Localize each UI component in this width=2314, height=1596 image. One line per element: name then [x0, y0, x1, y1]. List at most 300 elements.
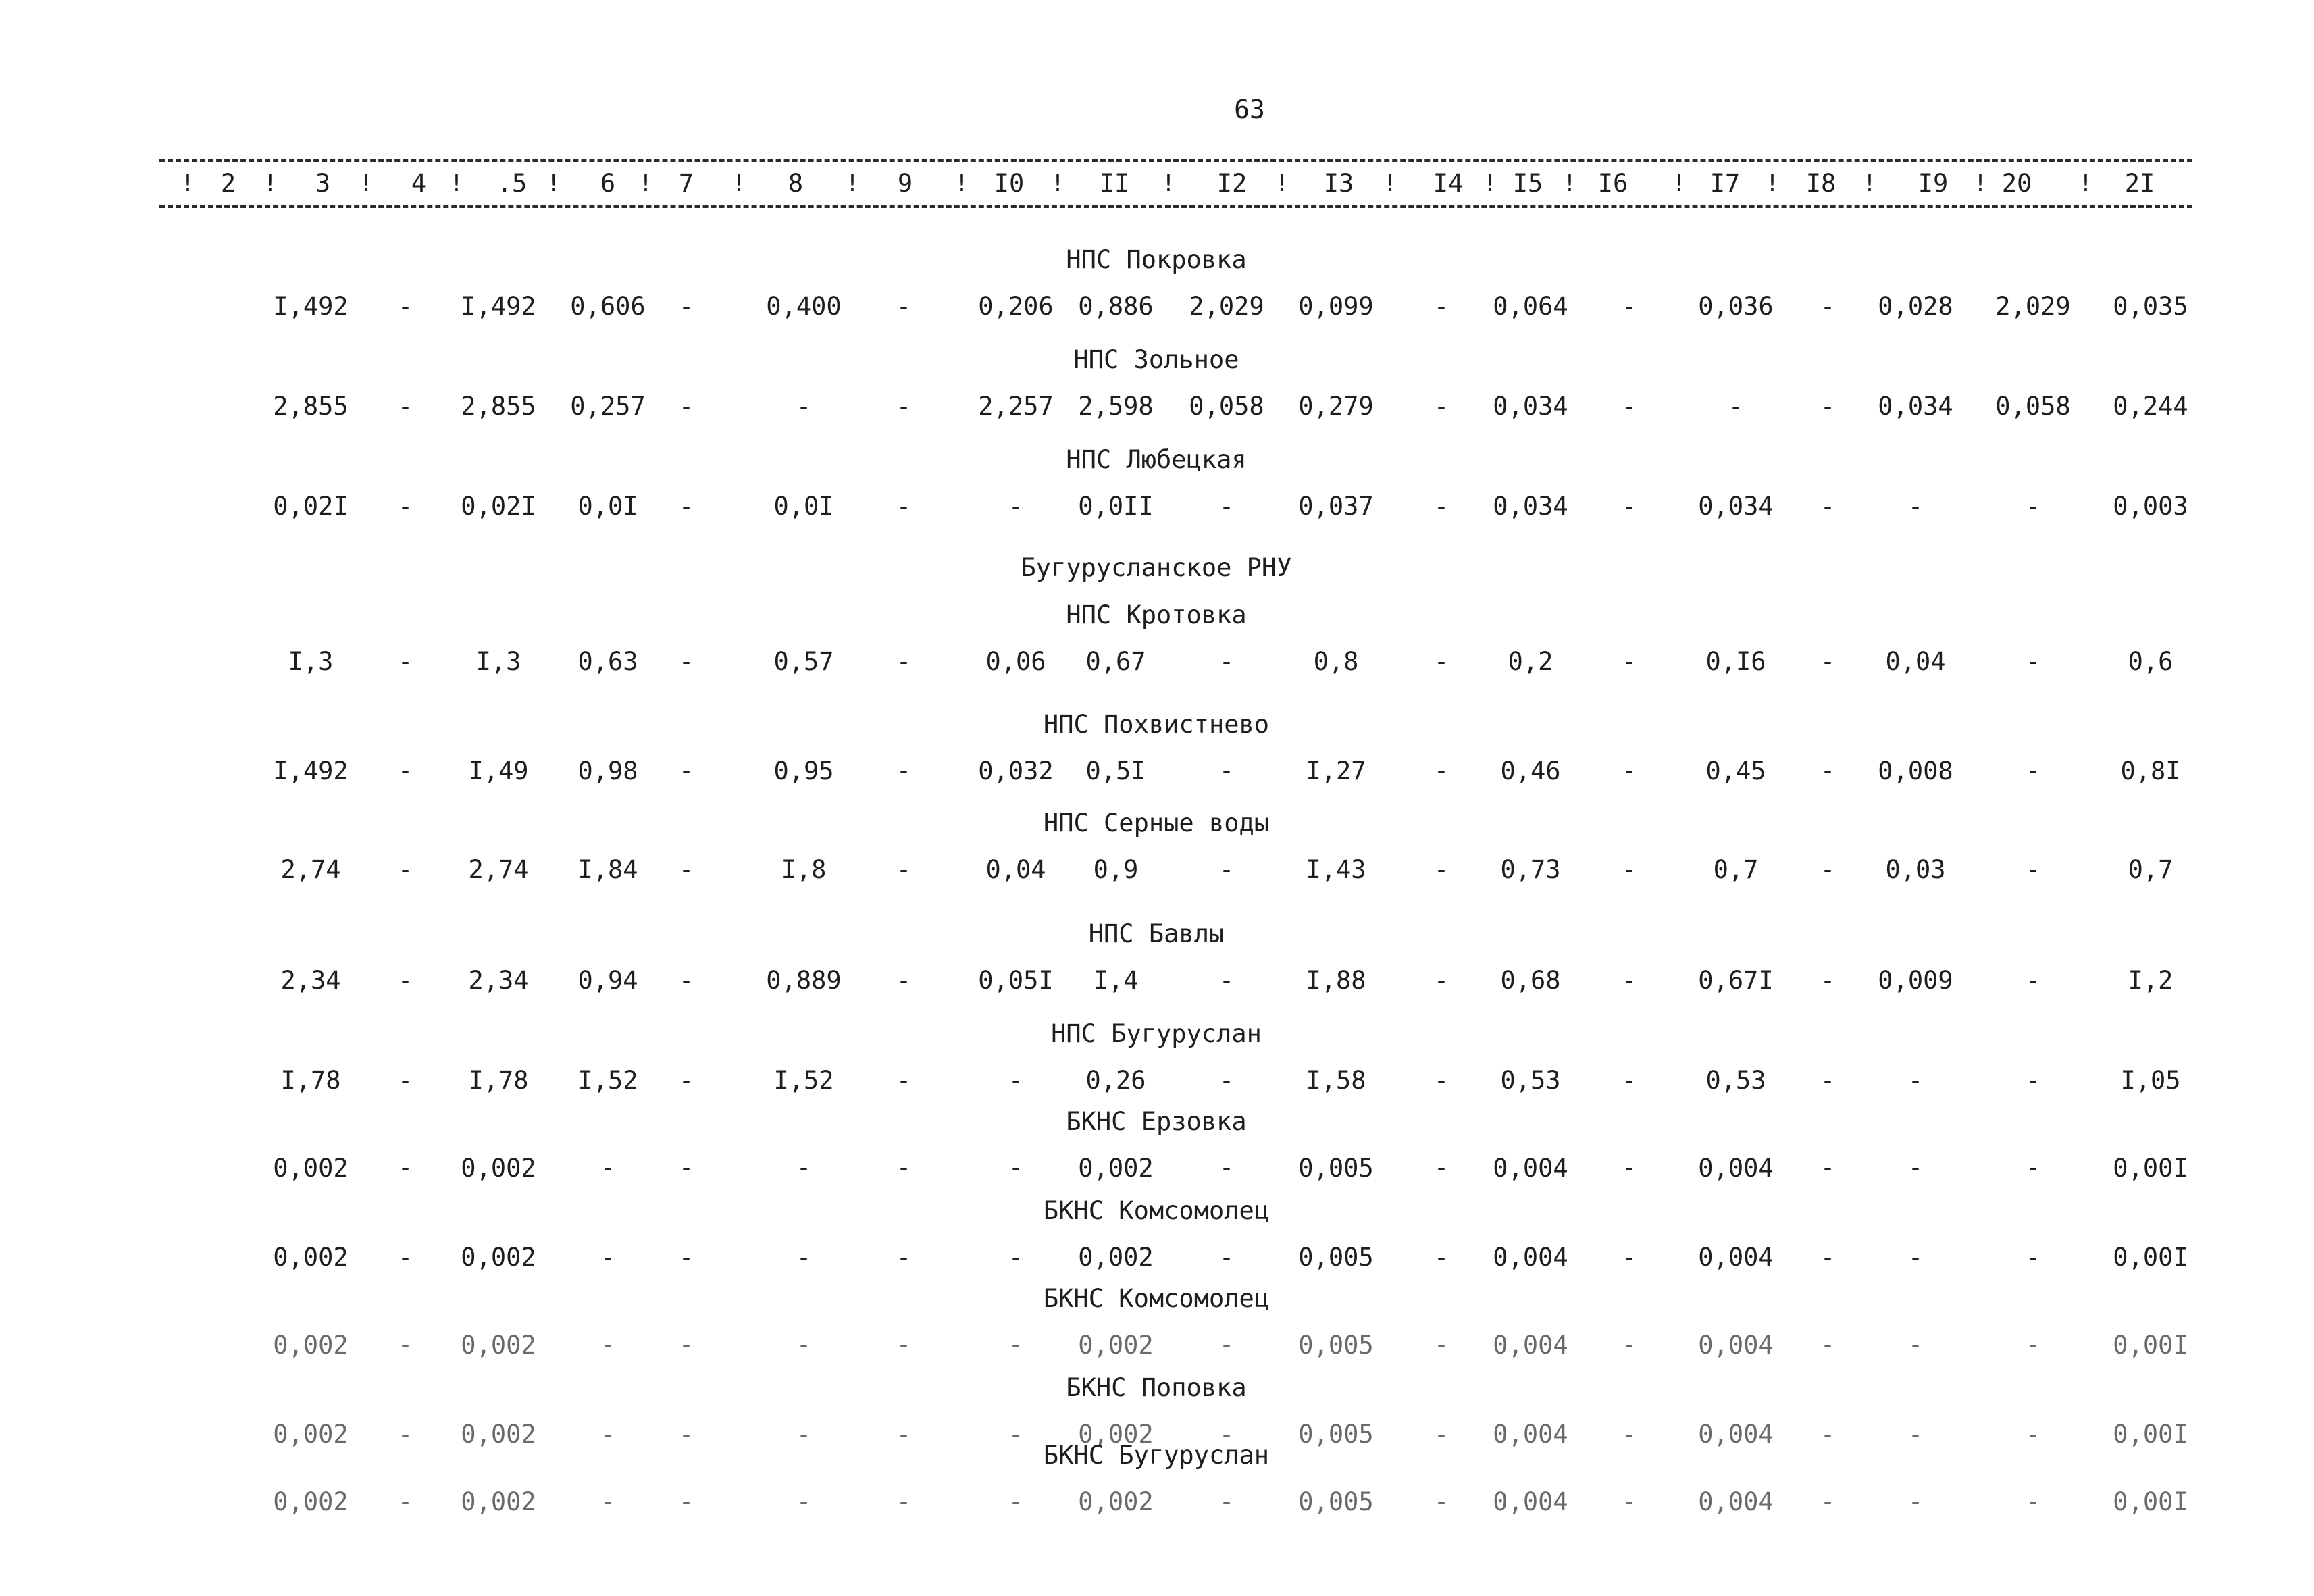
table-cell: - [1433, 1066, 1449, 1095]
table-cell: - [796, 1487, 812, 1516]
table-cell: - [1218, 492, 1235, 521]
station-title: НПС Покровка [1066, 245, 1247, 274]
table-cell: 0,009 [1878, 966, 1953, 995]
table-cell: I,27 [1306, 756, 1366, 786]
table-cell: 0,034 [1493, 492, 1568, 521]
table-cell: 0,886 [1078, 292, 1154, 321]
header-rule-top [159, 159, 2192, 162]
table-cell: - [1008, 1420, 1024, 1449]
table-cell: - [1621, 756, 1637, 786]
table-cell: - [1433, 756, 1449, 786]
table-row [0, 644, 2314, 679]
table-cell: 0,94 [577, 966, 638, 995]
table-row [0, 389, 2314, 424]
column-header-5: .5 [496, 169, 528, 198]
table-cell: - [397, 756, 413, 786]
table-cell: - [1008, 1154, 1024, 1183]
table-cell: - [1820, 756, 1836, 786]
table-row [0, 1063, 2314, 1098]
station-title: БКНС Ерзовка [1066, 1107, 1247, 1136]
table-cell: - [2025, 1487, 2041, 1516]
table-cell: 2,34 [280, 966, 341, 995]
table-cell: - [896, 756, 912, 786]
table-cell: - [1907, 1243, 1924, 1272]
station-title: БКНС Бугуруслан [1043, 1441, 1270, 1470]
column-separator: ! [1050, 170, 1065, 197]
table-cell: - [678, 647, 694, 676]
table-cell: 0,26 [1085, 1066, 1146, 1095]
station-section [0, 244, 2314, 326]
table-cell: - [1433, 1420, 1449, 1449]
table-cell: 2,029 [1995, 292, 2071, 321]
table-cell: 0,035 [2113, 292, 2188, 321]
column-separator: ! [731, 170, 746, 197]
table-cell: - [1008, 1487, 1024, 1516]
table-cell: 0,7 [2128, 855, 2174, 884]
table-cell: I,492 [273, 756, 349, 786]
table-cell: I,49 [468, 756, 529, 786]
table-cell: - [896, 1154, 912, 1183]
table-cell: - [1907, 1487, 1924, 1516]
column-header-11: II [1099, 169, 1130, 198]
table-cell: I,8 [781, 855, 827, 884]
table-row [0, 289, 2314, 324]
column-separator: ! [2078, 170, 2093, 197]
table-cell: - [600, 1154, 616, 1183]
table-cell: - [1433, 1331, 1449, 1360]
table-cell: 0,8 [1313, 647, 1359, 676]
column-header-15: I5 [1512, 169, 1543, 198]
table-cell: 0,02I [461, 492, 536, 521]
station-title: НПС Бугуруслан [1051, 1019, 1262, 1048]
table-cell: - [896, 855, 912, 884]
table-cell: I,05 [2120, 1066, 2181, 1095]
table-cell: 0,004 [1493, 1154, 1568, 1183]
table-cell: - [1621, 392, 1637, 421]
column-separator: ! [263, 170, 278, 197]
station-title: НПС Бавлы [1088, 919, 1225, 948]
table-cell: - [2025, 1154, 2041, 1183]
table-cell: I,84 [577, 855, 638, 884]
station-title: Бугурусланское РНУ [1021, 553, 1292, 582]
station-section [0, 808, 2314, 889]
table-cell: - [600, 1420, 616, 1449]
column-header-13: I3 [1323, 169, 1354, 198]
table-cell: 0,279 [1298, 392, 1374, 421]
table-cell: I,78 [468, 1066, 529, 1095]
table-cell: - [1820, 1331, 1836, 1360]
column-header-8: 8 [788, 169, 804, 198]
table-cell: 0,002 [461, 1487, 536, 1516]
column-header-12: I2 [1216, 169, 1248, 198]
station-section [0, 919, 2314, 1000]
column-header-6: 6 [600, 169, 616, 198]
table-cell: 0,0I [773, 492, 834, 521]
table-cell: - [1008, 1066, 1024, 1095]
table-cell: 0,004 [1493, 1487, 1568, 1516]
table-cell: 0,002 [1078, 1487, 1154, 1516]
table-cell: - [397, 292, 413, 321]
table-cell: 0,099 [1298, 292, 1374, 321]
table-cell: - [1820, 492, 1836, 521]
table-cell: 0,036 [1698, 292, 1774, 321]
table-cell: I,4 [1093, 966, 1139, 995]
table-cell: 0,002 [461, 1420, 536, 1449]
table-cell: - [1820, 1066, 1836, 1095]
table-row [0, 963, 2314, 998]
table-cell: - [896, 1331, 912, 1360]
table-cell: 0,004 [1698, 1154, 1774, 1183]
table-cell: 0,95 [773, 756, 834, 786]
table-cell: - [1433, 292, 1449, 321]
table-cell: 0,002 [273, 1243, 349, 1272]
table-cell: - [1008, 492, 1024, 521]
table-cell: I,43 [1306, 855, 1366, 884]
table-cell: 2,855 [461, 392, 536, 421]
table-cell: - [1820, 1487, 1836, 1516]
table-cell: 2,34 [468, 966, 529, 995]
column-separator: ! [1862, 170, 1877, 197]
table-cell: 0,244 [2113, 392, 2188, 421]
table-cell: 0,034 [1493, 392, 1568, 421]
table-cell: 0,002 [461, 1243, 536, 1272]
column-header-14: I4 [1433, 169, 1464, 198]
table-cell: 2,74 [280, 855, 341, 884]
table-cell: - [2025, 647, 2041, 676]
table-cell: - [1907, 1420, 1924, 1449]
table-cell: - [1433, 492, 1449, 521]
table-cell: - [896, 1487, 912, 1516]
table-cell: 0,002 [273, 1420, 349, 1449]
column-header-3: 3 [315, 169, 331, 198]
table-cell: - [896, 292, 912, 321]
table-cell: I,3 [288, 647, 334, 676]
table-cell: 0,00I [2113, 1331, 2188, 1360]
column-separator: ! [845, 170, 860, 197]
table-cell: - [1820, 1243, 1836, 1272]
table-cell: - [896, 492, 912, 521]
station-section [0, 1106, 2314, 1187]
table-cell: 0,00I [2113, 1154, 2188, 1183]
table-cell: - [1218, 1420, 1235, 1449]
table-cell: 0,8I [2120, 756, 2181, 786]
column-separator: ! [546, 170, 561, 197]
table-cell: 0,002 [273, 1154, 349, 1183]
column-header-9: 9 [897, 169, 913, 198]
table-cell: 0,005 [1298, 1154, 1374, 1183]
column-separator: ! [1161, 170, 1176, 197]
table-cell: - [678, 492, 694, 521]
table-cell: 0,002 [461, 1154, 536, 1183]
table-cell: 0,45 [1705, 756, 1766, 786]
table-cell: 0,005 [1298, 1243, 1374, 1272]
table-cell: 0,0I [577, 492, 638, 521]
table-cell: - [2025, 966, 2041, 995]
table-cell: - [1621, 1243, 1637, 1272]
table-cell: 0,9 [1093, 855, 1139, 884]
table-cell: - [397, 647, 413, 676]
table-cell: 0,032 [978, 756, 1054, 786]
table-cell: - [1621, 492, 1637, 521]
station-title: БКНС Комсомолец [1043, 1196, 1270, 1225]
column-header-17: I7 [1709, 169, 1741, 198]
table-cell: - [796, 1243, 812, 1272]
table-cell: - [678, 966, 694, 995]
table-cell: I,58 [1306, 1066, 1366, 1095]
table-cell: 0,002 [1078, 1420, 1154, 1449]
page-number: 63 [1234, 95, 1265, 124]
table-row [0, 1485, 2314, 1520]
table-cell: 0,02I [273, 492, 349, 521]
table-cell: - [678, 1066, 694, 1095]
table-cell: 0,005 [1298, 1487, 1374, 1516]
table-cell: - [1433, 1243, 1449, 1272]
table-cell: 0,008 [1878, 756, 1953, 786]
table-cell: 0,002 [461, 1331, 536, 1360]
table-cell: - [1433, 1487, 1449, 1516]
table-cell: 0,889 [766, 966, 842, 995]
table-cell: - [1218, 1066, 1235, 1095]
table-cell: 0,5I [1085, 756, 1146, 786]
table-cell: - [2025, 492, 2041, 521]
table-cell: - [1907, 1331, 1924, 1360]
table-cell: 0,53 [1500, 1066, 1561, 1095]
table-cell: 0,004 [1493, 1331, 1568, 1360]
table-cell: - [1621, 855, 1637, 884]
table-cell: - [1621, 647, 1637, 676]
table-cell: 0,04 [985, 855, 1046, 884]
table-cell: - [397, 392, 413, 421]
table-cell: 0,058 [1189, 392, 1264, 421]
table-cell: - [2025, 855, 2041, 884]
station-section [0, 1195, 2314, 1277]
table-cell: I,492 [273, 292, 349, 321]
table-cell: - [397, 966, 413, 995]
table-cell: - [678, 855, 694, 884]
column-separator: ! [359, 170, 374, 197]
table-cell: - [1728, 392, 1744, 421]
table-cell: - [896, 392, 912, 421]
table-cell: - [397, 855, 413, 884]
table-cell: - [896, 1066, 912, 1095]
table-cell: - [1907, 492, 1924, 521]
table-cell: - [1621, 292, 1637, 321]
table-cell: - [896, 647, 912, 676]
table-cell: 0,67 [1085, 647, 1146, 676]
table-cell: - [678, 756, 694, 786]
table-cell: 0,05I [978, 966, 1054, 995]
table-cell: I,78 [280, 1066, 341, 1095]
table-cell: - [1907, 1066, 1924, 1095]
table-cell: 0,034 [1698, 492, 1774, 521]
table-cell: 0,002 [273, 1487, 349, 1516]
table-row [0, 1240, 2314, 1275]
table-cell: - [2025, 756, 2041, 786]
table-cell: 0,004 [1698, 1331, 1774, 1360]
table-cell: I,492 [461, 292, 536, 321]
table-cell: - [1820, 292, 1836, 321]
station-title: НПС Кротовка [1066, 600, 1247, 629]
table-cell: - [1621, 1487, 1637, 1516]
table-cell: - [678, 1243, 694, 1272]
table-cell: - [678, 1420, 694, 1449]
station-title: БКНС Поповка [1066, 1373, 1247, 1402]
table-cell: 0,257 [570, 392, 646, 421]
table-cell: 0,002 [1078, 1243, 1154, 1272]
column-separator: ! [449, 170, 464, 197]
table-cell: - [1820, 392, 1836, 421]
table-cell: I,52 [577, 1066, 638, 1095]
column-separator: ! [1483, 170, 1497, 197]
table-cell: - [796, 1331, 812, 1360]
station-title: НПС Серные воды [1043, 808, 1270, 838]
table-cell: 0,400 [766, 292, 842, 321]
column-header-row [0, 165, 2314, 203]
table-cell: I,52 [773, 1066, 834, 1095]
table-cell: - [896, 1243, 912, 1272]
table-cell: 2,598 [1078, 392, 1154, 421]
column-separator: ! [638, 170, 653, 197]
table-cell: - [678, 392, 694, 421]
table-cell: - [600, 1487, 616, 1516]
table-cell: - [1218, 1331, 1235, 1360]
station-section [0, 1019, 2314, 1100]
table-cell: - [1820, 966, 1836, 995]
table-row [0, 852, 2314, 887]
table-cell: 0,005 [1298, 1420, 1374, 1449]
table-cell: 0,2 [1508, 647, 1553, 676]
column-header-21: 2I [2124, 169, 2155, 198]
table-cell: 0,03 [1885, 855, 1946, 884]
table-cell: 0,98 [577, 756, 638, 786]
table-cell: 0,53 [1705, 1066, 1766, 1095]
table-cell: - [397, 1243, 413, 1272]
station-title: БКНС Комсомолец [1043, 1284, 1270, 1313]
table-cell: 0,002 [1078, 1154, 1154, 1183]
table-cell: - [1433, 1154, 1449, 1183]
table-cell: 0,6 [2128, 647, 2174, 676]
table-cell: - [1218, 756, 1235, 786]
table-cell: 2,029 [1189, 292, 1264, 321]
table-cell: - [2025, 1420, 2041, 1449]
table-cell: 0,46 [1500, 756, 1561, 786]
station-section [0, 344, 2314, 426]
column-header-19: I9 [1918, 169, 1949, 198]
station-section [0, 1440, 2314, 1521]
table-cell: 0,004 [1493, 1420, 1568, 1449]
table-cell: - [1820, 1154, 1836, 1183]
table-cell: - [1218, 855, 1235, 884]
table-cell: 2,257 [978, 392, 1054, 421]
table-cell: 0,003 [2113, 492, 2188, 521]
table-cell: 0,005 [1298, 1331, 1374, 1360]
column-header-10: I0 [994, 169, 1025, 198]
table-cell: 0,028 [1878, 292, 1953, 321]
table-cell: - [896, 1420, 912, 1449]
table-row [0, 1151, 2314, 1186]
table-cell: 0,606 [570, 292, 646, 321]
column-separator: ! [1383, 170, 1397, 197]
table-cell: - [796, 392, 812, 421]
table-cell: - [1820, 647, 1836, 676]
table-cell: 0,004 [1698, 1420, 1774, 1449]
table-cell: - [600, 1331, 616, 1360]
table-cell: - [1621, 966, 1637, 995]
table-cell: 0,63 [577, 647, 638, 676]
table-cell: - [600, 1243, 616, 1272]
column-header-7: 7 [678, 169, 694, 198]
column-separator: ! [1973, 170, 1988, 197]
table-cell: - [896, 966, 912, 995]
table-cell: 0,7 [1713, 855, 1759, 884]
table-cell: - [1433, 392, 1449, 421]
table-cell: - [397, 492, 413, 521]
table-cell: - [1621, 1066, 1637, 1095]
table-cell: - [678, 1487, 694, 1516]
table-cell: - [1218, 1154, 1235, 1183]
station-title: НПС Зольное [1073, 345, 1239, 374]
table-cell: 0,034 [1878, 392, 1953, 421]
table-cell: - [1621, 1420, 1637, 1449]
table-cell: - [397, 1066, 413, 1095]
table-row [0, 489, 2314, 524]
table-cell: 0,57 [773, 647, 834, 676]
table-cell: - [1433, 647, 1449, 676]
table-cell: - [1218, 1487, 1235, 1516]
table-cell: 0,00I [2113, 1420, 2188, 1449]
table-cell: - [1218, 1243, 1235, 1272]
table-cell: - [2025, 1243, 2041, 1272]
table-cell: 0,004 [1493, 1243, 1568, 1272]
header-rule-bottom [159, 205, 2192, 208]
column-separator: ! [1562, 170, 1577, 197]
table-cell: - [1621, 1331, 1637, 1360]
column-separator: ! [1765, 170, 1780, 197]
table-cell: - [796, 1154, 812, 1183]
table-cell: 0,06 [985, 647, 1046, 676]
station-title: НПС Любецкая [1066, 445, 1247, 474]
table-cell: - [1433, 966, 1449, 995]
station-section [0, 600, 2314, 681]
table-cell: - [678, 1154, 694, 1183]
table-cell: 0,04 [1885, 647, 1946, 676]
table-cell: - [1907, 1154, 1924, 1183]
table-cell: - [397, 1420, 413, 1449]
table-cell: - [1218, 647, 1235, 676]
column-header-18: I8 [1805, 169, 1836, 198]
column-separator: ! [180, 170, 195, 197]
table-cell: 0,037 [1298, 492, 1374, 521]
table-cell: 0,68 [1500, 966, 1561, 995]
station-title: НПС Похвистнево [1043, 710, 1270, 739]
table-cell: - [1820, 1420, 1836, 1449]
column-header-2: 2 [220, 169, 236, 198]
table-cell: 0,004 [1698, 1487, 1774, 1516]
table-cell: - [678, 292, 694, 321]
table-cell: - [2025, 1331, 2041, 1360]
column-header-16: I6 [1597, 169, 1628, 198]
table-cell: 0,00I [2113, 1487, 2188, 1516]
table-cell: - [1433, 855, 1449, 884]
table-cell: 0,73 [1500, 855, 1561, 884]
table-cell: - [1621, 1154, 1637, 1183]
column-separator: ! [954, 170, 969, 197]
table-cell: 0,67I [1698, 966, 1774, 995]
table-cell: - [1008, 1243, 1024, 1272]
table-cell: - [1218, 966, 1235, 995]
table-cell: - [1820, 855, 1836, 884]
table-cell: 0,206 [978, 292, 1054, 321]
